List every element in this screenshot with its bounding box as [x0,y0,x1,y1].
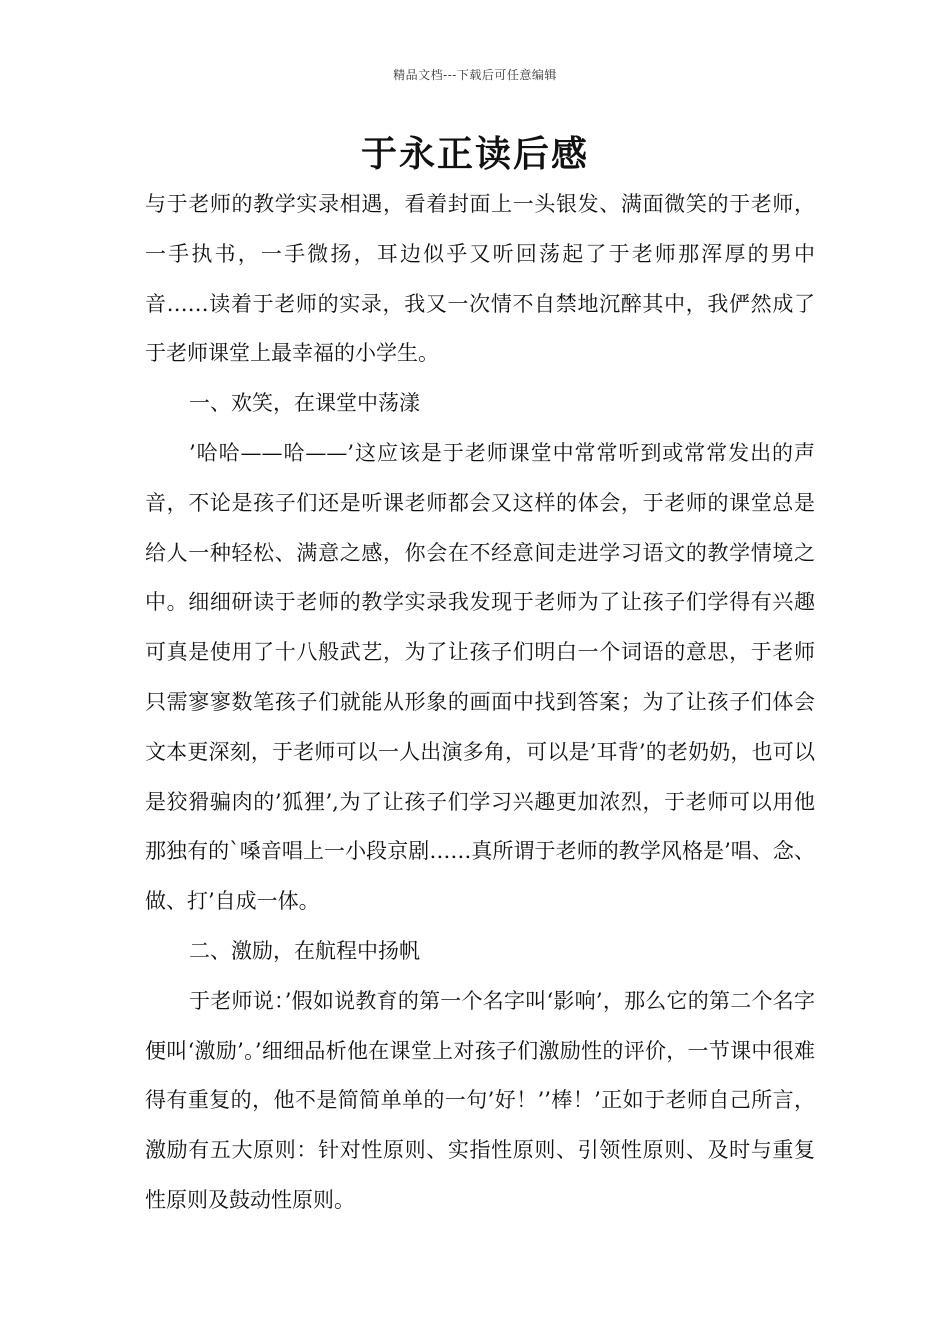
section-heading-1: 一、欢笑，在课堂中荡漾 [189,391,420,416]
header-note: 精品文档---下载后可任意编辑 [393,68,557,82]
document-body [145,180,815,1226]
paragraph-intro: 与于老师的教学实录相遇，看着封面上一头银发、满面微笑的于老师，一手执书，一手微扬，耳边似乎又听回荡起了于老师那浑厚的男中音……读着于老师的实录，我又一次情不自禁地沉醉其中，我俨然成了于老师课堂上最幸福的小学生。 [145,192,815,366]
document-title: 于永正读后感 [360,134,589,175]
paragraph-section-2: 于老师说：’假如说教育的第一个名字叫‘影响’，那么它的第二个名字便叫‘激励’。’细细品析他在课堂上对孩子们激励性的评价，一节课中很难得有重复的，他不是简简单单的一句’好！’’棒！’正如于老师自己所言，激励有五大原则：针对性原则、实指性原则、引领性原则、及时与重复性原则及鼓动性原则。 [145,988,815,1212]
section-heading-2: 二、激励，在航程中扬帆 [189,938,420,963]
paragraph-section-1: ’哈哈——哈——’这应该是于老师课堂中常常听到或常常发出的声音，不论是孩子们还是听课老师都会又这样的体会，于老师的课堂总是给人一种轻松、满意之感，你会在不经意间走进学习语文的教学情境之中。细细研读于老师的教学实录我发现于老师为了让孩子们学得有兴趣可真是使用了十八般武艺，为了让孩子们明白一个词语的意思，于老师只需寥寥数笔孩子们就能从形象的画面中找到答案；为了让孩子们体会文本更深刻，于老师可以一人出演多角，可以是’耳背’的老奶奶，也可以是狡猾骗肉的’狐狸’,为了让孩子们学习兴趣更加浓烈，于老师可以用他那独有的`嗓音唱上一小段京剧……真所谓于老师的教学风格是’唱、念、做、打’自成一体。 [145,440,815,914]
